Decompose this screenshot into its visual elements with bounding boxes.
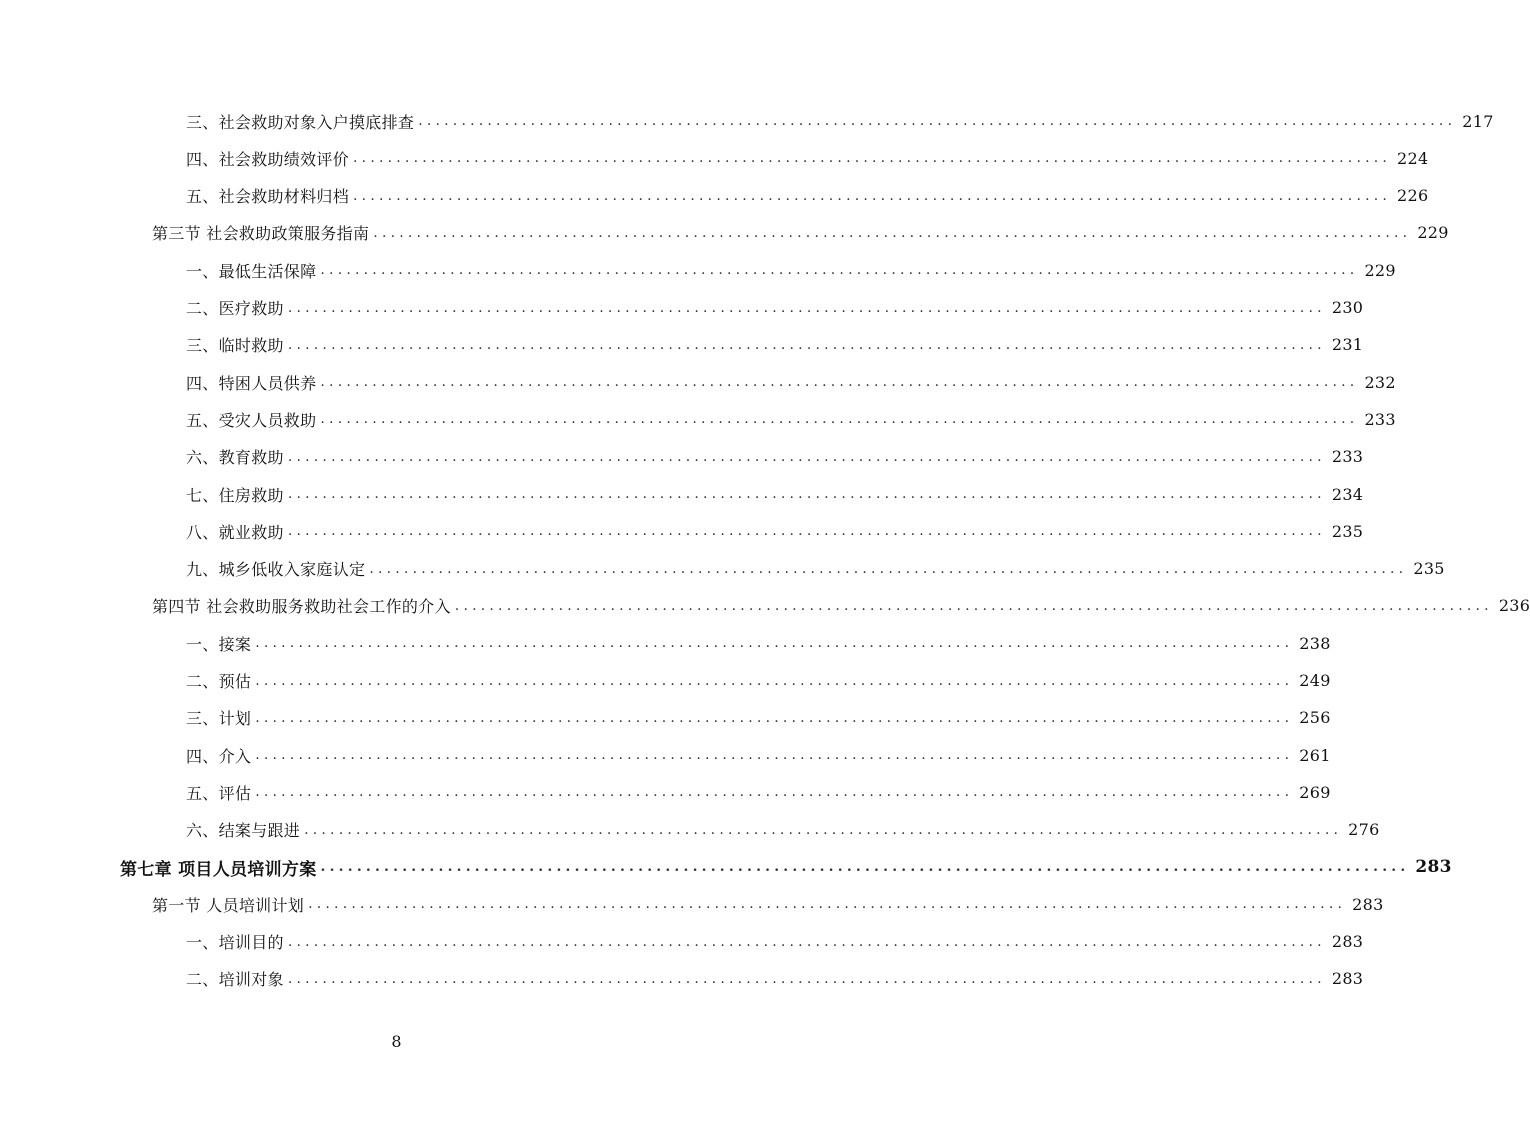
toc-leader-dots: ........................................................................................................................	[287, 933, 1326, 950]
toc-entry-page: 217	[1462, 111, 1494, 131]
toc-entry-label: 五、受灾人员救助	[186, 410, 317, 430]
toc-entry-page: 249	[1299, 671, 1331, 690]
toc-row	[0, 815, 1380, 845]
toc-entry-label: 三、临时救助	[186, 336, 284, 356]
toc-entry[interactable]	[186, 330, 1364, 360]
toc-entry-label: 一、培训目的	[186, 933, 284, 953]
toc-leader-dots: ........................................................................................................................	[320, 411, 1359, 428]
toc-entry-label: 八、就业救助	[186, 522, 284, 542]
toc-entry[interactable]	[186, 628, 1331, 658]
toc-entry-page: 283	[1415, 857, 1452, 877]
toc-entry-label: 四、社会救助绩效评价	[186, 149, 350, 169]
toc-leader-dots: ........................................................................................................................	[255, 747, 1294, 764]
toc-row	[0, 442, 1364, 472]
toc-entry-page: 238	[1299, 633, 1331, 653]
toc-entry-label: 三、计划	[186, 709, 252, 729]
toc-leader-dots: ........................................................................................................................	[304, 821, 1343, 838]
toc-entry-label: 三、社会救助对象入户摸底排查	[186, 112, 415, 132]
toc-entry-label: 第七章 项目人员培训方案	[120, 859, 317, 880]
toc-entry-page: 226	[1397, 186, 1429, 206]
toc-entry[interactable]	[186, 404, 1396, 434]
toc-row	[0, 516, 1364, 546]
toc-leader-dots: ........................................................................................................................	[255, 709, 1294, 726]
toc-entry[interactable]	[186, 703, 1331, 733]
toc-entry-label: 第三节 社会救助政策服务指南	[152, 224, 370, 244]
toc-entry[interactable]	[186, 143, 1429, 173]
toc-row	[0, 106, 1494, 136]
toc-entry-page: 229	[1417, 223, 1449, 243]
toc-entry-label: 五、社会救助材料归档	[186, 187, 350, 207]
toc-entry-page: 232	[1364, 372, 1396, 392]
toc-leader-dots: ........................................................................................................................	[255, 672, 1294, 689]
toc-entry-page: 283	[1331, 969, 1364, 989]
toc-leader-dots: ........................................................................................................................	[418, 113, 1457, 129]
toc-entry-page: 256	[1299, 708, 1331, 728]
toc-entry-page: 224	[1397, 148, 1429, 168]
toc-leader-dots: ........................................................................................................................	[287, 448, 1326, 465]
toc-row	[0, 404, 1396, 434]
toc-row	[0, 255, 1396, 285]
toc-row	[0, 777, 1331, 807]
toc-entry-page: 283	[1352, 894, 1384, 914]
toc-row	[0, 964, 1364, 994]
toc-leader-dots: ........................................................................................................................	[287, 299, 1326, 316]
toc-entry-label: 七、住房救助	[186, 485, 284, 505]
toc-entry[interactable]	[186, 293, 1364, 323]
toc-entry[interactable]	[120, 852, 1452, 882]
toc-entry-label: 一、接案	[186, 634, 252, 654]
toc-leader-dots: ........................................................................................................................	[287, 486, 1326, 502]
toc-leader-dots: ........................................................................................................................	[287, 970, 1326, 987]
toc-entry[interactable]	[186, 181, 1429, 211]
toc-leader-dots: ........................................................................................................................	[373, 224, 1412, 241]
toc-entry[interactable]	[186, 927, 1364, 957]
toc-leader-dots: ........................................................................................................................	[287, 336, 1326, 353]
toc-leader-dots: ........................................................................................................................	[308, 896, 1347, 913]
toc-row	[0, 927, 1364, 957]
toc-leader-dots: ........................................................................................................................	[353, 150, 1392, 167]
toc-entry-label: 六、教育救助	[186, 448, 284, 468]
toc-entry-page: 235	[1413, 559, 1445, 579]
toc-entry-page: 261	[1299, 745, 1331, 765]
toc-entry[interactable]	[186, 516, 1364, 546]
toc-entry-label: 二、培训对象	[186, 970, 284, 990]
toc-row	[0, 554, 1445, 584]
toc-leader-dots: ........................................................................................................................	[255, 784, 1294, 801]
toc-entry-page: 229	[1364, 260, 1396, 280]
toc-entry-label: 四、特困人员供养	[186, 373, 317, 393]
toc-entry-label: 第四节 社会救助服务救助社会工作的介入	[152, 597, 451, 617]
toc-entry[interactable]	[186, 367, 1396, 397]
toc-entry[interactable]	[186, 554, 1445, 584]
toc-leader-dots: ........................................................................................................................	[353, 187, 1392, 204]
toc-leader-dots: ........................................................................................................................	[255, 635, 1294, 652]
toc-entry[interactable]	[186, 815, 1380, 845]
toc-row	[0, 330, 1364, 360]
toc-row	[0, 181, 1429, 211]
toc-entry-label: 九、城乡低收入家庭认定	[186, 560, 366, 580]
toc-entry[interactable]	[152, 591, 1530, 621]
toc-row	[0, 852, 1452, 882]
toc-row	[0, 479, 1364, 509]
toc-leader-dots: ........................................................................................................................	[454, 597, 1493, 614]
toc-entry-page: 233	[1364, 409, 1396, 429]
toc-entry-page: 276	[1348, 820, 1380, 840]
toc-entry[interactable]	[152, 218, 1449, 248]
page-number: 8	[391, 1032, 402, 1051]
toc-entry[interactable]	[186, 442, 1364, 472]
toc-row	[0, 218, 1449, 248]
toc-entry-page: 234	[1331, 484, 1364, 504]
toc-row	[0, 367, 1396, 397]
toc-leader-dots: ........................................................................................................................	[287, 523, 1326, 540]
toc-entry[interactable]	[186, 106, 1494, 136]
toc-entry[interactable]	[186, 964, 1364, 994]
toc-entry-page: 230	[1331, 298, 1364, 317]
toc-leader-dots: ........................................................................................................................	[320, 374, 1359, 391]
toc-row	[0, 293, 1364, 323]
toc-entry-label: 第一节 人员培训计划	[152, 895, 305, 915]
toc-entry[interactable]	[186, 255, 1396, 285]
toc-entry[interactable]	[186, 666, 1331, 696]
toc-entry-page: 235	[1331, 521, 1364, 541]
toc-entry-label: 一、最低生活保障	[186, 261, 317, 281]
toc-row	[0, 889, 1384, 919]
toc-entry[interactable]	[186, 740, 1331, 770]
toc-entry-page: 233	[1331, 447, 1364, 467]
toc-entry[interactable]	[186, 479, 1364, 509]
toc-row	[0, 591, 1530, 621]
toc-entry-page: 269	[1299, 782, 1331, 802]
toc-entry-label: 二、预估	[186, 672, 252, 691]
toc-entry[interactable]	[186, 777, 1331, 807]
toc-leader-dots: ........................................................................................................................	[320, 262, 1359, 279]
toc-entry-page: 283	[1331, 932, 1364, 952]
toc-row	[0, 143, 1429, 173]
toc-row	[0, 703, 1331, 733]
toc-entry-label: 二、医疗救助	[186, 299, 284, 318]
toc-leader-dots: ........................................................................................................................	[320, 859, 1410, 875]
toc-row	[0, 628, 1331, 658]
toc-entry[interactable]	[152, 889, 1384, 919]
toc-entry-page: 236	[1498, 596, 1530, 616]
toc-entry-page: 231	[1331, 335, 1364, 355]
toc-entry-label: 四、介入	[186, 746, 252, 766]
toc-row	[0, 666, 1331, 696]
toc-row	[0, 740, 1331, 770]
toc-entry-label: 五、评估	[186, 783, 252, 803]
toc-entry-label: 六、结案与跟进	[186, 821, 301, 841]
toc-leader-dots: ........................................................................................................................	[369, 560, 1408, 577]
